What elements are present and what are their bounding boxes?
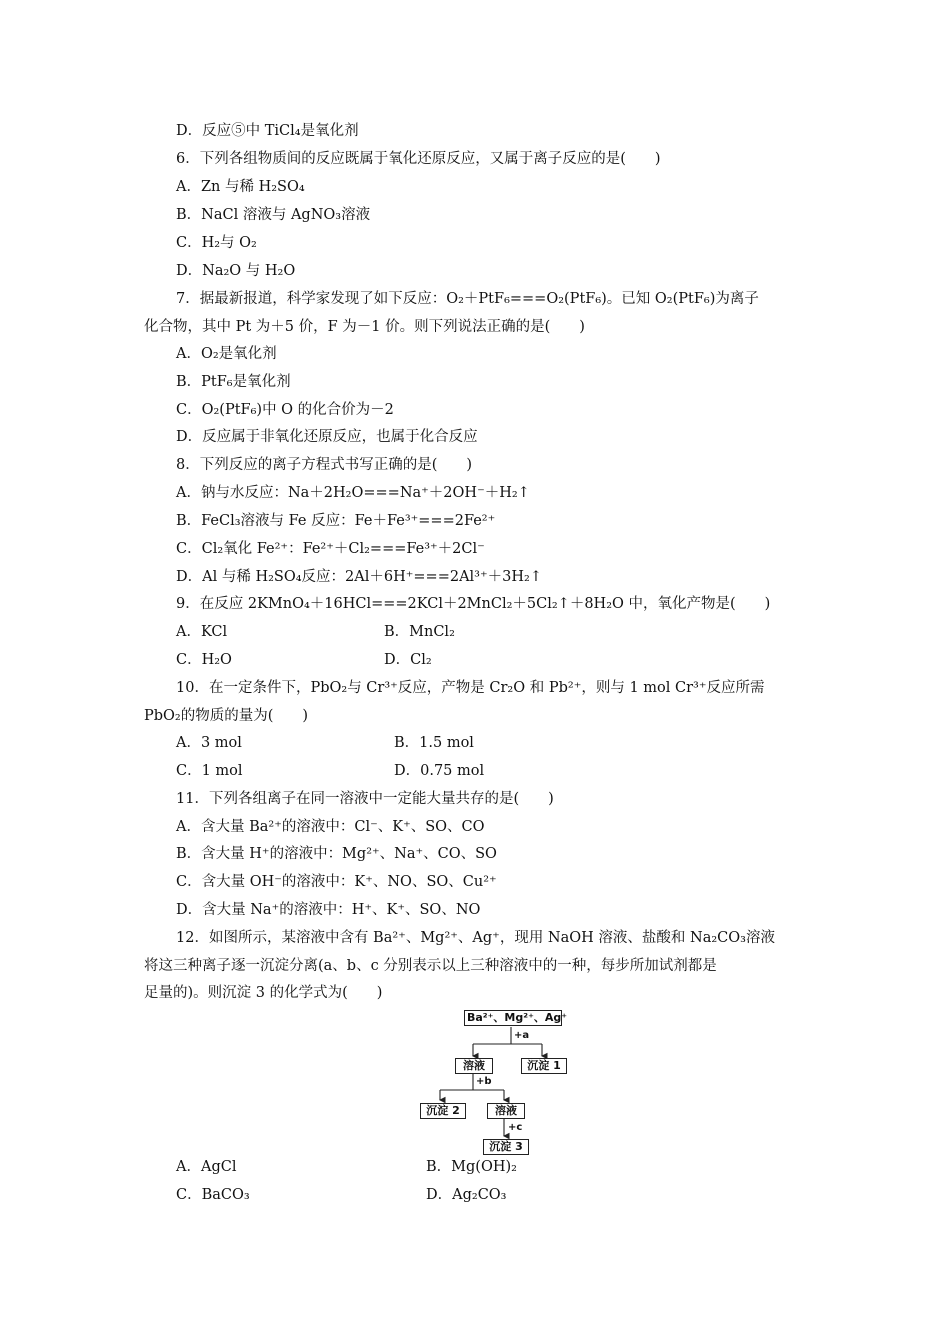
q10-stem-line2: PbO₂的物质的量为( ) (144, 708, 309, 724)
q11-option-c: C．含大量 OH⁻的溶液中：K⁺、NO、SO、Cu²⁺ (176, 874, 497, 890)
q8-option-a: A．钠与水反应：Na＋2H₂O===Na⁺＋2OH⁻＋H₂↑ (176, 485, 530, 501)
q12-stem-line3: 足量的)。则沉淀 3 的化学式为( ) (144, 985, 383, 1001)
q12-option-a: A．AgCl (176, 1159, 237, 1175)
step-a-label: +a (514, 1030, 530, 1041)
q6-option-c: C．H₂与 O₂ (176, 235, 257, 251)
solution-1-box: 溶液 (455, 1058, 493, 1074)
q7-option-d: D．反应属于非氧化还原反应，也属于化合反应 (176, 429, 478, 445)
ions-box: Ba²⁺、Mg²⁺、Ag⁺ (464, 1010, 562, 1026)
q6-option-a: A．Zn 与稀 H₂SO₄ (176, 179, 305, 195)
q10-option-a: A．3 mol (176, 735, 242, 751)
q8-option-b: B．FeCl₃溶液与 Fe 反应：Fe＋Fe³⁺===2Fe²⁺ (176, 513, 496, 529)
q10-option-b: B．1.5 mol (394, 735, 474, 751)
q7-stem-line2: 化合物，其中 Pt 为＋5 价，F 为－1 价。则下列说法正确的是( ) (144, 319, 585, 335)
q8-option-d: D．Al 与稀 H₂SO₄反应：2Al＋6H⁺===2Al³⁺＋3H₂↑ (176, 569, 542, 585)
q12-option-d: D．Ag₂CO₃ (426, 1187, 507, 1203)
q11-option-d: D．含大量 Na⁺的溶液中：H⁺、K⁺、SO、NO (176, 902, 481, 918)
precipitate-3-box: 沉淀 3 (483, 1139, 529, 1155)
q9-option-c: C．H₂O (176, 652, 232, 668)
q9-option-b: B．MnCl₂ (384, 624, 455, 640)
q7-option-c: C．O₂(PtF₆)中 O 的化合价为－2 (176, 402, 394, 418)
precipitate-1-box: 沉淀 1 (521, 1058, 567, 1074)
q12-option-c: C．BaCO₃ (176, 1187, 250, 1203)
q6-option-b: B．NaCl 溶液与 AgNO₃溶液 (176, 207, 371, 223)
q6-stem: 6．下列各组物质间的反应既属于氧化还原反应，又属于离子反应的是( ) (176, 151, 661, 167)
q7-option-a: A．O₂是氧化剂 (176, 346, 277, 362)
q12-stem-line1: 12．如图所示，某溶液中含有 Ba²⁺、Mg²⁺、Ag⁺，现用 NaOH 溶液、盐酸和 Na₂CO₃溶液 (176, 930, 775, 946)
q9-option-a: A．KCl (176, 624, 228, 640)
q8-stem: 8．下列反应的离子方程式书写正确的是( ) (176, 457, 473, 473)
q8-option-c: C．Cl₂氧化 Fe²⁺：Fe²⁺＋Cl₂===Fe³⁺＋2Cl⁻ (176, 541, 485, 557)
q5-option-d: D．反应⑤中 TiCl₄是氧化剂 (176, 123, 359, 139)
q10-option-c: C．1 mol (176, 763, 243, 779)
precipitate-2-box: 沉淀 2 (420, 1103, 466, 1119)
q11-stem: 11．下列各组离子在同一溶液中一定能大量共存的是( ) (176, 791, 554, 807)
q10-stem-line1: 10．在一定条件下，PbO₂与 Cr³⁺反应，产物是 Cr₂O 和 Pb²⁺，则与 1 mol Cr³⁺反应所需 (176, 680, 765, 696)
step-b-label: +b (476, 1076, 492, 1087)
separation-flowchart (418, 1008, 568, 1158)
flowchart-connectors (418, 1008, 568, 1158)
q9-stem: 9．在反应 2KMnO₄＋16HCl===2KCl＋2MnCl₂＋5Cl₂↑＋8H₂O 中，氧化产物是( ) (176, 596, 771, 612)
q12-stem-line2: 将这三种离子逐一沉淀分离(a、b、c 分别表示以上三种溶液中的一种，每步所加试剂都是 (144, 958, 717, 974)
q6-option-d: D．Na₂O 与 H₂O (176, 263, 296, 279)
q12-option-b: B．Mg(OH)₂ (426, 1159, 517, 1175)
q9-option-d: D．Cl₂ (384, 652, 432, 668)
q10-option-d: D．0.75 mol (394, 763, 485, 779)
q7-stem-line1: 7．据最新报道，科学家发现了如下反应：O₂＋PtF₆===O₂(PtF₆)。已知 O₂(PtF₆)为离子 (176, 291, 759, 307)
solution-2-box: 溶液 (487, 1103, 525, 1119)
step-c-label: +c (508, 1122, 523, 1133)
q11-option-b: B．含大量 H⁺的溶液中：Mg²⁺、Na⁺、CO、SO (176, 846, 497, 862)
q7-option-b: B．PtF₆是氧化剂 (176, 374, 291, 390)
q11-option-a: A．含大量 Ba²⁺的溶液中：Cl⁻、K⁺、SO、CO (176, 819, 485, 835)
